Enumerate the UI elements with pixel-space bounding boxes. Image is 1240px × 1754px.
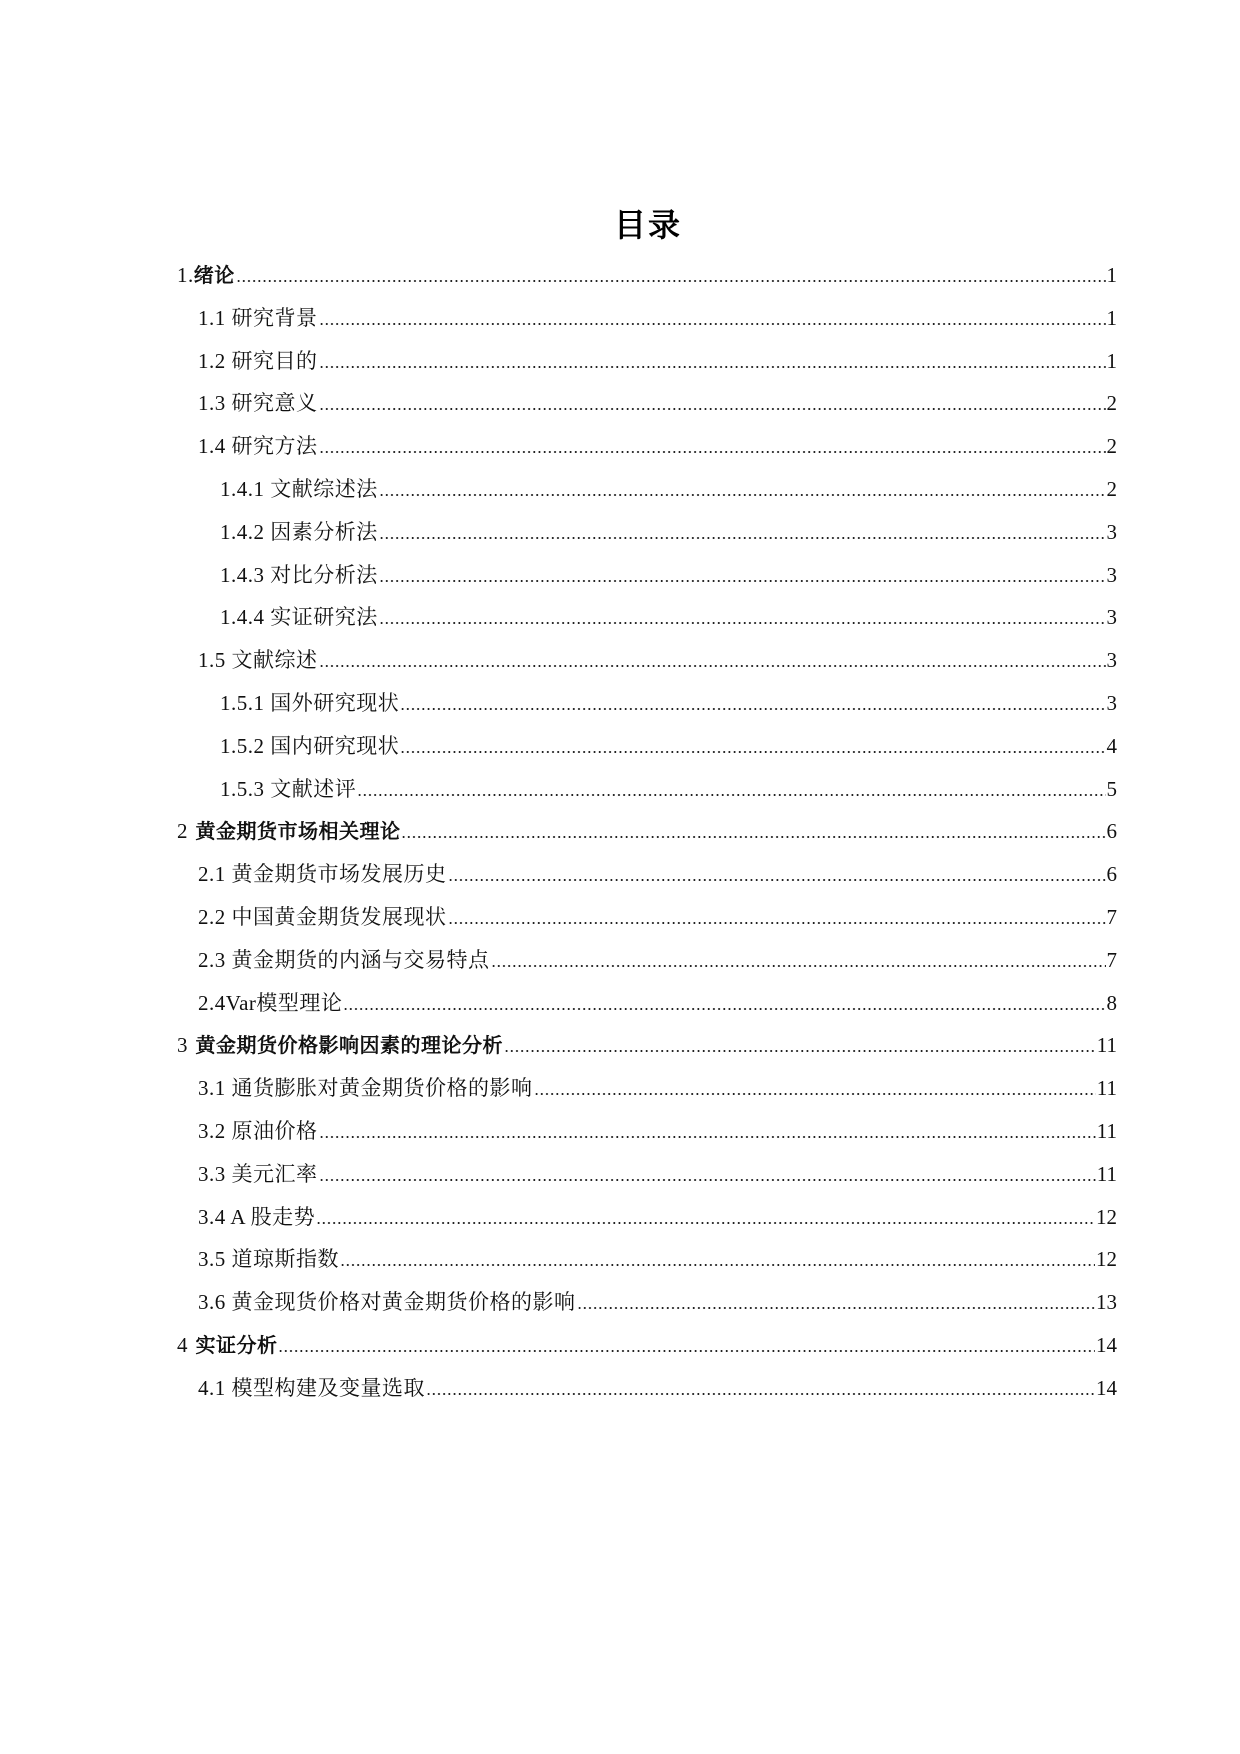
toc-entry-text: 黄金期货市场相关理论: [195, 819, 401, 844]
dot-leader: [577, 1287, 1096, 1317]
toc-entry-number: 1.5.3: [220, 776, 265, 801]
toc-entry-label: [198, 1202, 315, 1232]
toc-entry-text: 文献综述法: [270, 477, 378, 501]
dot-leader: [504, 1030, 1096, 1060]
toc-entry-text: 文献综述: [231, 648, 318, 673]
toc-entry-page-number: 3: [1106, 648, 1117, 673]
toc-entry-page-number: 3: [1106, 562, 1117, 587]
dot-leader: [401, 816, 1105, 846]
toc-entry-text: 因素分析法: [270, 519, 378, 544]
toc-title: 目录: [613, 206, 682, 244]
toc-entry-label: [220, 774, 356, 804]
toc-entry-page-number: 7: [1106, 905, 1117, 929]
toc-entry-text: 国外研究现状: [270, 691, 400, 715]
toc-entry-text: 模型理论: [256, 990, 343, 1015]
toc-entry-label: [198, 902, 447, 932]
toc-entry-text: 模型构建及变量选取: [231, 1375, 425, 1400]
toc-entry-label: [220, 688, 399, 718]
toc-entry-page-number: 11: [1096, 1033, 1117, 1058]
toc-entry-page-number: 2: [1106, 434, 1117, 459]
toc-entry-label: [198, 1287, 576, 1317]
toc-entry-page-number: 8: [1106, 990, 1117, 1015]
dot-leader: [319, 1159, 1096, 1189]
toc-entry-page-number: 1: [1106, 348, 1117, 373]
toc-entry[interactable]: [198, 1116, 1117, 1146]
toc-entry-number: 1.4: [198, 434, 226, 459]
toc-entry-text: 黄金期货价格影响因素的理论分析: [195, 1033, 503, 1058]
toc-entry-number: 4: [177, 1333, 188, 1357]
toc-entry-page-number: 5: [1106, 776, 1117, 801]
toc-entry-number: 1.3: [198, 391, 226, 416]
toc-entry-number: 1.4.4: [220, 605, 265, 630]
toc-entry-number: 3.5: [198, 1247, 226, 1272]
toc-entry[interactable]: [220, 517, 1117, 547]
toc-entry-label: [198, 1373, 425, 1403]
toc-entry-text: 文献述评: [270, 776, 357, 801]
toc-entry[interactable]: [220, 774, 1117, 804]
toc-entry-label: [220, 517, 378, 547]
toc-entry-page-number: 1: [1106, 263, 1117, 287]
toc-entry-text: 对比分析法: [270, 562, 378, 587]
toc-entry-page-number: 3: [1106, 605, 1117, 630]
toc-entry[interactable]: [198, 902, 1117, 932]
toc-entry-page-number: 11: [1096, 1076, 1117, 1101]
toc-entry-label: [198, 1073, 533, 1103]
toc-entry-text: 黄金现货价格对黄金期货价格的影响: [231, 1290, 576, 1315]
toc-entry-label: [177, 1030, 503, 1060]
toc-entry-number: 3: [177, 1033, 188, 1058]
toc-entry[interactable]: [198, 859, 1117, 889]
toc-entry[interactable]: [198, 303, 1117, 333]
toc-entry[interactable]: [198, 431, 1117, 461]
toc-entry-text: A 股走势: [230, 1204, 316, 1229]
toc-entry[interactable]: [177, 1030, 1117, 1060]
toc-entry-number: 2.3: [198, 947, 226, 972]
toc-entry-label: [177, 1330, 277, 1360]
dot-leader: [319, 388, 1106, 418]
toc-entry-text: 实证分析: [195, 1333, 278, 1357]
toc-entry-number: 4.1: [198, 1375, 226, 1400]
toc-entry-number: 1.5.1: [220, 691, 265, 715]
toc-entry-number: 1.1: [198, 305, 226, 330]
toc-entry-label: [220, 560, 378, 590]
toc-entry-number: 1.4.3: [220, 562, 265, 587]
toc-entry-number: 2.2: [198, 905, 226, 929]
toc-entry-text: 中国黄金期货发展现状: [231, 905, 447, 929]
toc-entry-page-number: 1: [1106, 305, 1117, 330]
dot-leader: [236, 260, 1106, 290]
toc-entry-page-number: 12: [1096, 1247, 1117, 1272]
toc-entry-label: [220, 474, 378, 504]
toc-entry[interactable]: [177, 1330, 1117, 1360]
toc-entry-label: [198, 431, 318, 461]
toc-entry-text: 原油价格: [231, 1119, 318, 1143]
toc-entry-page-number: 6: [1106, 819, 1117, 844]
toc-entry-number: 1.4.1: [220, 477, 265, 501]
toc-entry[interactable]: [198, 388, 1117, 418]
toc-entry[interactable]: [198, 1159, 1117, 1189]
toc-entry-label: [198, 945, 490, 975]
toc-entry[interactable]: [177, 260, 1117, 290]
toc-entry-label: [220, 602, 378, 632]
toc-entry-number: 1.4.2: [220, 519, 265, 544]
toc-entry-number: 3.2: [198, 1119, 226, 1143]
dot-leader: [319, 645, 1106, 675]
dot-leader: [278, 1330, 1095, 1360]
toc-entry-text: 绪论: [193, 263, 235, 287]
dot-leader: [316, 1202, 1095, 1232]
toc-entry-page-number: 2: [1106, 477, 1117, 501]
toc-entry[interactable]: [198, 1287, 1117, 1317]
toc-entry-page-number: 3: [1106, 691, 1117, 715]
toc-entry-number: 1.5.2: [220, 733, 265, 758]
dot-leader: [400, 731, 1105, 761]
toc-entry[interactable]: [220, 602, 1117, 632]
toc-entry[interactable]: [198, 1244, 1117, 1274]
toc-entry[interactable]: [177, 816, 1117, 846]
toc-entry-label: [198, 303, 318, 333]
toc-entry-text: 黄金期货市场发展历史: [231, 862, 447, 887]
toc-entry-page-number: 14: [1096, 1333, 1117, 1357]
dot-leader: [319, 1116, 1096, 1146]
toc-entry[interactable]: [198, 346, 1117, 376]
toc-entry-label: [198, 859, 447, 889]
toc-entry-text: 研究意义: [231, 391, 318, 416]
dot-leader: [379, 602, 1106, 632]
toc-entry-text: 黄金期货的内涵与交易特点: [231, 947, 490, 972]
toc-entry-page-number: 12: [1096, 1204, 1117, 1229]
toc-entry-number: 1.2: [198, 348, 226, 373]
toc-entry-label: [198, 645, 318, 675]
toc-entry-number: 2.4Var: [198, 990, 257, 1015]
toc-entry[interactable]: [198, 1073, 1117, 1103]
toc-entry[interactable]: [220, 474, 1117, 504]
toc-entry-page-number: 13: [1096, 1290, 1117, 1315]
dot-leader: [379, 517, 1106, 547]
toc-entry[interactable]: [198, 645, 1117, 675]
toc-entry-page-number: 11: [1096, 1161, 1117, 1186]
dot-leader: [319, 303, 1106, 333]
toc-entry[interactable]: [198, 988, 1117, 1018]
toc-entry[interactable]: [220, 688, 1117, 718]
toc-entry[interactable]: [198, 945, 1117, 975]
toc-entry-number: 3.1: [198, 1076, 226, 1101]
toc-entry-text: 研究背景: [231, 305, 318, 330]
toc-entry-page-number: 14: [1096, 1375, 1117, 1400]
dot-leader: [448, 859, 1106, 889]
toc-entry-number: 3.6: [198, 1290, 226, 1315]
dot-leader: [379, 560, 1106, 590]
toc-entry[interactable]: [220, 731, 1117, 761]
dot-leader: [400, 688, 1105, 718]
dot-leader: [319, 431, 1106, 461]
dot-leader: [379, 474, 1106, 504]
dot-leader: [319, 346, 1106, 376]
toc-entry-text: 实证研究法: [270, 605, 378, 630]
dot-leader: [448, 902, 1106, 932]
toc-entry-number: 2.1: [198, 862, 226, 887]
dot-leader: [357, 774, 1105, 804]
toc-entry-text: 研究方法: [231, 434, 318, 459]
dot-leader: [534, 1073, 1096, 1103]
toc-entry-number: 3.3: [198, 1161, 226, 1186]
toc-entry-label: [177, 260, 235, 290]
dot-leader: [343, 988, 1105, 1018]
toc-entry-page-number: 2: [1106, 391, 1117, 416]
dot-leader: [491, 945, 1106, 975]
toc-entry-label: [198, 988, 342, 1018]
toc-entry-label: [177, 816, 400, 846]
toc-entry[interactable]: [198, 1373, 1117, 1403]
toc-entry-text: 研究目的: [231, 348, 318, 373]
toc-entry-label: [220, 731, 399, 761]
toc-entry-page-number: 4: [1106, 733, 1117, 758]
toc-entry-label: [198, 388, 318, 418]
toc-entry[interactable]: [220, 560, 1117, 590]
toc-entry-page-number: 6: [1106, 862, 1117, 887]
toc-entry-label: [198, 1116, 318, 1146]
dot-leader: [340, 1244, 1095, 1274]
toc-entry-page-number: 11: [1096, 1119, 1117, 1143]
toc-entry-label: [198, 1159, 318, 1189]
toc-entry-text: 通货膨胀对黄金期货价格的影响: [231, 1076, 533, 1101]
toc-entry-label: [198, 1244, 339, 1274]
toc-entry-number: 3.4: [198, 1204, 226, 1229]
toc-entry-number: 1.5: [198, 648, 226, 673]
toc-entry-page-number: 7: [1106, 947, 1117, 972]
toc-entry-number: 2: [177, 819, 188, 844]
toc-entry[interactable]: [198, 1202, 1117, 1232]
dot-leader: [426, 1373, 1095, 1403]
toc-entry-number: 1.: [177, 263, 194, 287]
toc-entry-text: 美元汇率: [231, 1161, 318, 1186]
toc-entry-label: [198, 346, 318, 376]
toc-entry-page-number: 3: [1106, 519, 1117, 544]
toc-entry-text: 国内研究现状: [270, 733, 400, 758]
toc-entry-text: 道琼斯指数: [231, 1247, 339, 1272]
